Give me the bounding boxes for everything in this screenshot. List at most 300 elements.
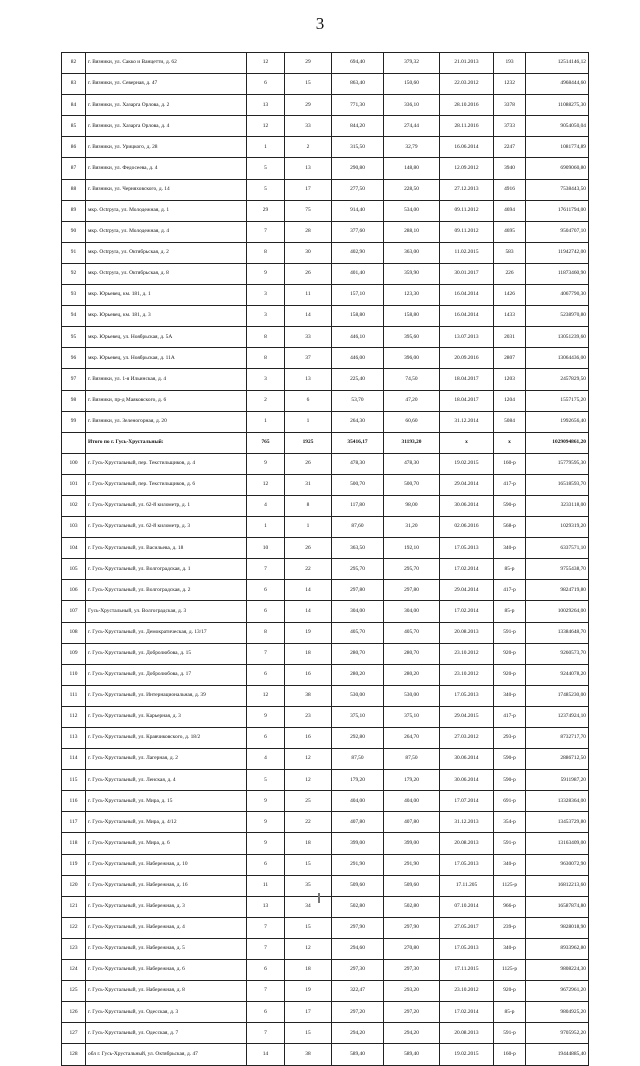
cell-doc-number: 920-р <box>494 981 526 1002</box>
cell-address: г. Гусь-Хрустальный, ул. Мира, д. 15 <box>86 791 247 812</box>
cell-count-a: 7 <box>247 643 285 664</box>
cell-area-living: 589,40 <box>384 1044 440 1065</box>
cell-amount: 13051239,60 <box>526 327 589 348</box>
cell-row-number: 114 <box>62 749 86 770</box>
cell-count-b: 13 <box>285 369 332 390</box>
cell-address: г. Гусь-Хрустальный, ул. Волгоградская, д. 2 <box>86 580 247 601</box>
table-row <box>62 643 589 664</box>
cell-count-a: 4 <box>247 749 285 770</box>
table-row <box>62 137 589 158</box>
cell-area-living: 534,00 <box>384 200 440 221</box>
cell-date: 30.06.2014 <box>440 495 494 516</box>
cell-doc-number: 591-р <box>494 833 526 854</box>
cell-address: г. Гусь-Хрустальный, ул. Ленская, д. 4 <box>86 770 247 791</box>
cell-count-b: 19 <box>285 622 332 643</box>
cell-date: 16.04.2014 <box>440 285 494 306</box>
cell-doc-number: 340-р <box>494 685 526 706</box>
cell-count-a: 9 <box>247 833 285 854</box>
table-row <box>62 664 589 685</box>
cell-area-living: 375,10 <box>384 706 440 727</box>
table-row <box>62 812 589 833</box>
cell-doc-number: 920-р <box>494 664 526 685</box>
cell-count-b: 18 <box>285 960 332 981</box>
cell-area-total: 280,70 <box>332 643 384 664</box>
table-row <box>62 306 589 327</box>
cell-area-total: 35416,17 <box>332 432 384 453</box>
cell-date: 19.02.2015 <box>440 453 494 474</box>
cell-area-living: 293,20 <box>384 981 440 1002</box>
cell-amount: 13328364,00 <box>526 791 589 812</box>
cell-count-a: 9 <box>247 791 285 812</box>
cell-address: г. Гусь-Хрустальный, ул. 62-й километр, д. 1 <box>86 495 247 516</box>
cell-area-living: 264,70 <box>384 728 440 749</box>
table-row <box>62 770 589 791</box>
cell-date: 09.11.2012 <box>440 221 494 242</box>
cell-count-b: 13 <box>285 158 332 179</box>
cell-count-a: 13 <box>247 95 285 116</box>
cell-row-number: 105 <box>62 559 86 580</box>
cell-row-number: 96 <box>62 348 86 369</box>
cell-date: 23.10.2012 <box>440 981 494 1002</box>
cell-row-number: 94 <box>62 306 86 327</box>
cell-date: 17.05.2013 <box>440 938 494 959</box>
cell-doc-number: 85-р <box>494 559 526 580</box>
cell-area-total: 157,10 <box>332 285 384 306</box>
table-row <box>62 390 589 411</box>
cell-address: обл г. Гусь-Хрустальный, ул. Октябрьская, д. 47 <box>86 1044 247 1065</box>
cell-address: г. Гусь-Хрустальный, ул. Карьерная, д. 3 <box>86 706 247 727</box>
table-row <box>62 1023 589 1044</box>
table-row <box>62 411 589 432</box>
cell-area-total: 863,40 <box>332 74 384 95</box>
cell-date: 18.04.2017 <box>440 369 494 390</box>
cell-doc-number: 966-р <box>494 896 526 917</box>
cell-row-number: 123 <box>62 938 86 959</box>
cell-count-a: 14 <box>247 1044 285 1065</box>
cell-count-b: 1 <box>285 517 332 538</box>
cell-area-total: 315,50 <box>332 137 384 158</box>
table-row <box>62 200 589 221</box>
cell-doc-number: 1204 <box>494 390 526 411</box>
cell-area-living: 336,10 <box>384 95 440 116</box>
cell-row-number: 112 <box>62 706 86 727</box>
cell-amount: 3233118,00 <box>526 495 589 516</box>
cell-count-a: 8 <box>247 327 285 348</box>
cell-amount: 17611794,00 <box>526 200 589 221</box>
cell-count-a: 5 <box>247 158 285 179</box>
cell-date: 23.10.2012 <box>440 643 494 664</box>
cell-area-living: 60,60 <box>384 411 440 432</box>
cell-amount: 5238970,80 <box>526 306 589 327</box>
cell-area-living: 270,80 <box>384 938 440 959</box>
housing-table <box>61 52 589 1066</box>
cell-date: 29.04.2014 <box>440 580 494 601</box>
cell-address: г. Вязники, ул. Северная, д. 47 <box>86 74 247 95</box>
cell-count-b: 16 <box>285 664 332 685</box>
cell-row-number: 101 <box>62 474 86 495</box>
cell-row-number: 125 <box>62 981 86 1002</box>
cell-doc-number: 417-р <box>494 580 526 601</box>
cell-doc-number: 340-р <box>494 538 526 559</box>
cell-row-number: 90 <box>62 221 86 242</box>
cell-date: 11.02.2015 <box>440 242 494 263</box>
total-row <box>62 432 589 453</box>
cell-date: 29.04.2015 <box>440 706 494 727</box>
cell-area-living: 530,00 <box>384 685 440 706</box>
cell-area-living: 395,60 <box>384 327 440 348</box>
table-row <box>62 474 589 495</box>
cell-area-total: 478,30 <box>332 453 384 474</box>
cell-address: мкр. Octrpyra, ул. Молодежная, д. 1 <box>86 200 247 221</box>
cell-amount: 4968444,60 <box>526 74 589 95</box>
cell-doc-number: 340-р <box>494 854 526 875</box>
cell-count-a: 3 <box>247 285 285 306</box>
cell-count-a: 6 <box>247 728 285 749</box>
cell-count-b: 26 <box>285 453 332 474</box>
cell-address: мкр. Octrpyra, ул. Молодежная, д. 4 <box>86 221 247 242</box>
cell-amount: 1081774,89 <box>526 137 589 158</box>
cell-count-b: 15 <box>285 854 332 875</box>
table-row <box>62 706 589 727</box>
table-row <box>62 896 589 917</box>
cell-count-b: 38 <box>285 1044 332 1065</box>
cell-count-b: 16 <box>285 728 332 749</box>
cell-area-total: 407,80 <box>332 812 384 833</box>
cell-area-total: 53,70 <box>332 390 384 411</box>
cell-area-total: 291,90 <box>332 854 384 875</box>
cell-amount: 2457829,50 <box>526 369 589 390</box>
cell-doc-number: 160-р <box>494 1044 526 1065</box>
cell-count-a: 765 <box>247 432 285 453</box>
cell-count-b: 35 <box>285 875 332 896</box>
cell-area-living: 363,00 <box>384 242 440 263</box>
cell-amount: 16587874,80 <box>526 896 589 917</box>
cell-area-total: 292,80 <box>332 728 384 749</box>
cell-count-a: 7 <box>247 981 285 1002</box>
cell-count-b: 15 <box>285 74 332 95</box>
cell-count-b: 29 <box>285 53 332 74</box>
scan-mark <box>318 893 320 903</box>
cell-doc-number: 590-р <box>494 770 526 791</box>
cell-area-living: 405,70 <box>384 622 440 643</box>
cell-row-number: 127 <box>62 1023 86 1044</box>
cell-amount: 15779595,30 <box>526 453 589 474</box>
cell-count-b: 15 <box>285 917 332 938</box>
cell-amount: 5911987,20 <box>526 770 589 791</box>
cell-count-a: 6 <box>247 1002 285 1023</box>
cell-count-b: 26 <box>285 263 332 284</box>
cell-area-total: 295,70 <box>332 559 384 580</box>
cell-amount: 9504707,10 <box>526 221 589 242</box>
cell-row-number: 84 <box>62 95 86 116</box>
cell-address: г. Гусь-Хрустальный, ул. Лагерная, д. 2 <box>86 749 247 770</box>
cell-amount: 6909060,80 <box>526 158 589 179</box>
cell-date: 16.06.2014 <box>440 137 494 158</box>
cell-area-total: 280,20 <box>332 664 384 685</box>
cell-count-b: 1925 <box>285 432 332 453</box>
cell-address: г. Гусь-Хрустальный, ул. Добролюбова, д. 17 <box>86 664 247 685</box>
table-row <box>62 95 589 116</box>
cell-date: 17.11.2015 <box>440 960 494 981</box>
table-row <box>62 1044 589 1065</box>
cell-area-living: 288,10 <box>384 221 440 242</box>
cell-area-living: 179,20 <box>384 770 440 791</box>
cell-doc-number: 226 <box>494 263 526 284</box>
cell-count-a: 7 <box>247 559 285 580</box>
cell-count-a: 8 <box>247 242 285 263</box>
cell-area-living: 280,70 <box>384 643 440 664</box>
table-row <box>62 285 589 306</box>
cell-row-number: 116 <box>62 791 86 812</box>
cell-count-b: 11 <box>285 285 332 306</box>
cell-row-number: 110 <box>62 664 86 685</box>
cell-address: мкр. Юрьевец, км. 181, д. 1 <box>86 285 247 306</box>
cell-count-a: 9 <box>247 812 285 833</box>
cell-area-living: 297,90 <box>384 917 440 938</box>
cell-address: мкр. Юрьевец, км. 181, д. 3 <box>86 306 247 327</box>
cell-amount: 6337571,10 <box>526 538 589 559</box>
cell-address: г. Гусь-Хрустальный, ул. 62-й километр, д. 3 <box>86 517 247 538</box>
cell-area-living: 228,50 <box>384 179 440 200</box>
cell-area-living: 98,00 <box>384 495 440 516</box>
cell-count-a: 1 <box>247 517 285 538</box>
cell-row-number: 88 <box>62 179 86 200</box>
cell-count-b: 12 <box>285 770 332 791</box>
cell-area-total: 375,10 <box>332 706 384 727</box>
cell-doc-number: 193 <box>494 53 526 74</box>
cell-date: 30.06.2014 <box>440 770 494 791</box>
cell-area-total: 404,00 <box>332 791 384 812</box>
table-row <box>62 495 589 516</box>
cell-area-total: 87,50 <box>332 749 384 770</box>
cell-count-a: 6 <box>247 960 285 981</box>
cell-row-number: 95 <box>62 327 86 348</box>
cell-area-living: 404,00 <box>384 791 440 812</box>
cell-area-living: 297,20 <box>384 1002 440 1023</box>
cell-area-living: 509,60 <box>384 875 440 896</box>
cell-row-number <box>62 432 86 453</box>
table-row <box>62 538 589 559</box>
table-row <box>62 53 589 74</box>
cell-area-total: 322,47 <box>332 981 384 1002</box>
cell-amount: 9244078,20 <box>526 664 589 685</box>
cell-date: 20.08.2013 <box>440 1023 494 1044</box>
table-row <box>62 685 589 706</box>
cell-date: 17.05.2013 <box>440 854 494 875</box>
cell-amount: 9705952,20 <box>526 1023 589 1044</box>
cell-row-number: 108 <box>62 622 86 643</box>
cell-area-living: 502,80 <box>384 896 440 917</box>
cell-row-number: 121 <box>62 896 86 917</box>
cell-row-number: 102 <box>62 495 86 516</box>
table-row <box>62 875 589 896</box>
cell-doc-number: 4695 <box>494 221 526 242</box>
cell-row-number: 87 <box>62 158 86 179</box>
cell-date: 17.02.2014 <box>440 601 494 622</box>
table-row <box>62 601 589 622</box>
cell-date: 09.11.2012 <box>440 200 494 221</box>
cell-count-b: 14 <box>285 580 332 601</box>
cell-count-a: 11 <box>247 875 285 896</box>
cell-row-number: 86 <box>62 137 86 158</box>
cell-row-number: 111 <box>62 685 86 706</box>
cell-count-b: 37 <box>285 348 332 369</box>
cell-address: г. Вязники, ул. Зеленогорная, д. 20 <box>86 411 247 432</box>
cell-row-number: 113 <box>62 728 86 749</box>
cell-date: 20.08.2013 <box>440 833 494 854</box>
cell-address: г. Гусь-Хрустальный, пер. Текстильщиков, д. 4 <box>86 453 247 474</box>
cell-area-living: 399,00 <box>384 833 440 854</box>
cell-amount: 2886712,50 <box>526 749 589 770</box>
cell-date: 17.02.2014 <box>440 559 494 580</box>
cell-count-a: 12 <box>247 53 285 74</box>
cell-count-a: 6 <box>247 74 285 95</box>
cell-count-a: 8 <box>247 348 285 369</box>
cell-area-living: 297,80 <box>384 580 440 601</box>
cell-area-living: 379,32 <box>384 53 440 74</box>
cell-area-total: 304,00 <box>332 601 384 622</box>
cell-row-number: 107 <box>62 601 86 622</box>
cell-count-b: 18 <box>285 643 332 664</box>
cell-row-number: 122 <box>62 917 86 938</box>
table-row <box>62 622 589 643</box>
cell-area-total: 446,00 <box>332 348 384 369</box>
cell-doc-number: 85-р <box>494 601 526 622</box>
cell-count-a: 12 <box>247 116 285 137</box>
cell-doc-number: 3940 <box>494 158 526 179</box>
cell-area-living: 74,50 <box>384 369 440 390</box>
cell-address: г. Вязники, ул. Хазарга Орлова, д. 2 <box>86 95 247 116</box>
cell-amount: 7538443,50 <box>526 179 589 200</box>
cell-amount: 13453729,80 <box>526 812 589 833</box>
cell-date: 27.05.2017 <box>440 917 494 938</box>
cell-date: 12.09.2012 <box>440 158 494 179</box>
cell-doc-number: 417-р <box>494 474 526 495</box>
cell-count-b: 23 <box>285 706 332 727</box>
cell-doc-number: x <box>494 432 526 453</box>
cell-amount: 9808224,30 <box>526 960 589 981</box>
cell-date: 16.04.2014 <box>440 306 494 327</box>
cell-row-number: 89 <box>62 200 86 221</box>
cell-date: x <box>440 432 494 453</box>
cell-address: г. Вязники, ул. 1-я Ильинская, д. 4 <box>86 369 247 390</box>
cell-count-a: 3 <box>247 306 285 327</box>
cell-amount: 1557175,20 <box>526 390 589 411</box>
cell-count-a: 7 <box>247 917 285 938</box>
cell-count-a: 5 <box>247 770 285 791</box>
cell-address: г. Гусь-Хрустальный, ул. Набережная, д. 8 <box>86 981 247 1002</box>
cell-area-total: 290,80 <box>332 158 384 179</box>
cell-address: г. Гусь-Хрустальный, ул. Добролюбова, д. 15 <box>86 643 247 664</box>
cell-area-living: 31193,20 <box>384 432 440 453</box>
cell-count-a: 12 <box>247 685 285 706</box>
cell-doc-number: 568-р <box>494 517 526 538</box>
table-row <box>62 116 589 137</box>
table-row <box>62 327 589 348</box>
cell-area-total: 914,40 <box>332 200 384 221</box>
cell-row-number: 97 <box>62 369 86 390</box>
cell-amount: 9755438,70 <box>526 559 589 580</box>
cell-date: 30.01.2017 <box>440 263 494 284</box>
cell-doc-number: 354-р <box>494 812 526 833</box>
cell-row-number: 92 <box>62 263 86 284</box>
cell-amount: 8732717,70 <box>526 728 589 749</box>
cell-amount: 9804925,20 <box>526 1002 589 1023</box>
cell-row-number: 103 <box>62 517 86 538</box>
table-row <box>62 917 589 938</box>
cell-address: г. Гусь-Хрустальный, ул. Мира, д. 6 <box>86 833 247 854</box>
table-row <box>62 728 589 749</box>
cell-doc-number: 1203 <box>494 369 526 390</box>
cell-address: г. Гусь-Хрустальный, ул. Демократическая, д. 13/17 <box>86 622 247 643</box>
cell-count-b: 22 <box>285 812 332 833</box>
cell-count-b: 19 <box>285 981 332 1002</box>
cell-count-b: 33 <box>285 327 332 348</box>
cell-area-total: 117,80 <box>332 495 384 516</box>
cell-count-a: 7 <box>247 938 285 959</box>
cell-area-living: 407,80 <box>384 812 440 833</box>
table-row <box>62 749 589 770</box>
cell-date: 27.12.2013 <box>440 179 494 200</box>
cell-date: 17.07.2014 <box>440 791 494 812</box>
cell-date: 17.11.205 <box>440 875 494 896</box>
table-row <box>62 263 589 284</box>
cell-count-a: 2 <box>247 390 285 411</box>
cell-date: 29.04.2014 <box>440 474 494 495</box>
table-row <box>62 179 589 200</box>
cell-amount: 1992656,40 <box>526 411 589 432</box>
cell-date: 02.06.2016 <box>440 517 494 538</box>
cell-row-number: 104 <box>62 538 86 559</box>
cell-date: 18.04.2017 <box>440 390 494 411</box>
cell-area-total: 844,20 <box>332 116 384 137</box>
cell-count-b: 30 <box>285 242 332 263</box>
cell-doc-number: 340-р <box>494 938 526 959</box>
cell-area-total: 179,20 <box>332 770 384 791</box>
cell-date: 31.12.2014 <box>440 411 494 432</box>
cell-area-total: 446,10 <box>332 327 384 348</box>
cell-count-b: 38 <box>285 685 332 706</box>
cell-date: 13.07.2013 <box>440 327 494 348</box>
cell-amount: 11088275,30 <box>526 95 589 116</box>
cell-date: 17.02.2014 <box>440 1002 494 1023</box>
cell-doc-number: 1232 <box>494 74 526 95</box>
cell-doc-number: 417-р <box>494 706 526 727</box>
cell-date: 17.05.2013 <box>440 685 494 706</box>
cell-area-living: 31,20 <box>384 517 440 538</box>
cell-row-number: 124 <box>62 960 86 981</box>
cell-address: мкр. Юрьевец, ул. Ноябрьская, д. 5А <box>86 327 247 348</box>
table-row <box>62 453 589 474</box>
cell-count-b: 2 <box>285 137 332 158</box>
cell-date: 07.10.2014 <box>440 896 494 917</box>
cell-count-a: 9 <box>247 706 285 727</box>
cell-amount: 9054050,04 <box>526 116 589 137</box>
cell-doc-number: 4916 <box>494 179 526 200</box>
cell-amount: 9824719,80 <box>526 580 589 601</box>
cell-address: г. Вязники, ул. Урицкого, д. 28 <box>86 137 247 158</box>
cell-doc-number: 1433 <box>494 306 526 327</box>
cell-area-total: 399,00 <box>332 833 384 854</box>
cell-count-b: 8 <box>285 495 332 516</box>
cell-address: г. Гусь-Хрустальный, ул. Кравчиковского, д. 18/2 <box>86 728 247 749</box>
cell-date: 30.06.2014 <box>440 749 494 770</box>
cell-address: г. Гусь-Хрустальный, ул. Мира, д. 4/12 <box>86 812 247 833</box>
cell-amount: 17485230,00 <box>526 685 589 706</box>
cell-doc-number: 583 <box>494 242 526 263</box>
cell-doc-number: 2807 <box>494 348 526 369</box>
cell-count-b: 26 <box>285 538 332 559</box>
